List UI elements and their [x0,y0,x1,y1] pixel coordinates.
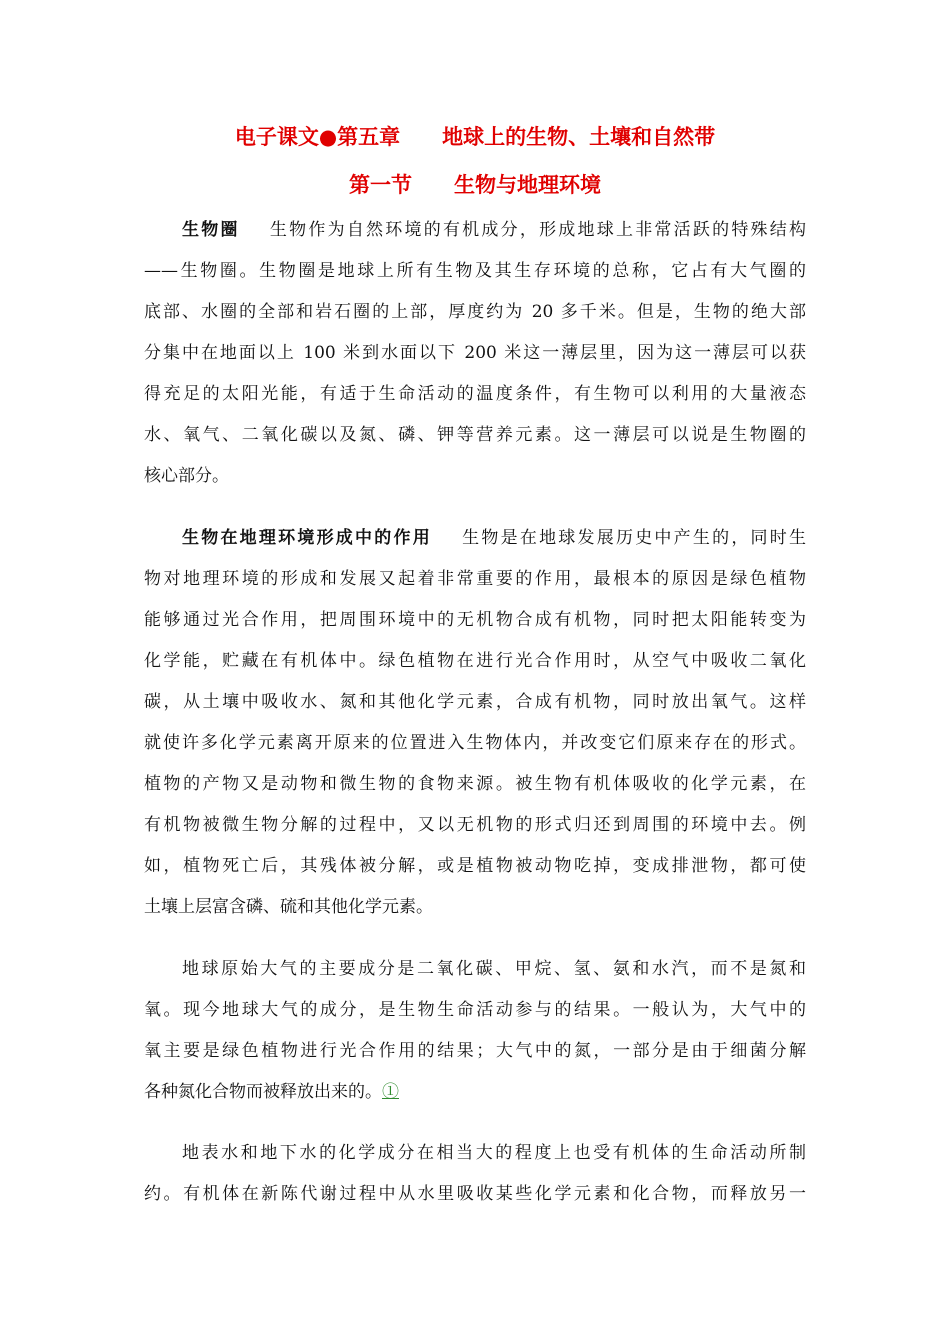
paragraph-atmosphere [144,949,806,1113]
paragraph-line: 地球原始大气的主要成分是二氧化碳、甲烷、氢、氨和水汽，而不是氮和 [182,959,806,979]
paragraph-line: 能够通过光合作用，把周围环境中的无机物合成有机物，同时把太阳能转变为 [144,610,806,630]
paragraph-line: 水、氧气、二氧化碳以及氮、磷、钾等营养元素。这一薄层可以说是生物圈的 [144,425,806,445]
paragraph-line: 土壤上层富含磷、硫和其他化学元素。 [144,897,433,917]
paragraph-line: 生物在地理环境形成中的作用 生物是在地球发展历史中产生的，同时生 [182,528,807,548]
footnote-link[interactable]: ① [382,1082,399,1102]
paragraph-line: 就使许多化学元素离开原来的位置进入生物体内，并改变它们原来存在的形式。 [144,733,806,753]
paragraph-line: 底部、水圈的全部和岩石圈的上部，厚度约为 20 多千米。但是，生物的绝大部 [144,302,806,322]
paragraph-line: 植物的产物又是动物和微生物的食物来源。被生物有机体吸收的化学元素，在 [144,774,806,794]
paragraph-line: 物对地理环境的形成和发展又起着非常重要的作用，最根本的原因是绿色植物 [144,569,806,589]
paragraph-role-of-organisms [144,518,806,928]
paragraph-line: 有机物被微生物分解的过程中，又以无机物的形式归还到周围的环境中去。例 [144,815,806,835]
paragraph-line: 氧主要是绿色植物进行光合作用的结果；大气中的氮，一部分是由于细菌分解 [144,1041,806,1061]
paragraph-heading: 生物圈 [182,220,240,240]
paragraph-line: ——生物圈。生物圈是地球上所有生物及其生存环境的总称，它占有大气圈的 [144,261,806,281]
paragraph-line: 如，植物死亡后，其残体被分解，或是植物被动物吃掉，变成排泄物，都可使 [144,856,806,876]
paragraph-heading: 生物在地理环境形成中的作用 [182,528,432,548]
chapter-title: 电子课文●第五章 地球上的生物、土壤和自然带 [234,125,716,149]
paragraph-line: 化学能，贮藏在有机体中。绿色植物在进行光合作用时，从空气中吸收二氧化 [144,651,806,671]
paragraph-water [144,1133,806,1215]
paragraph-line: 地表水和地下水的化学成分在相当大的程度上也受有机体的生命活动所制 [182,1143,806,1163]
section-title: 第一节 生物与地理环境 [349,173,601,197]
paragraph-line: 各种氮化合物而被释放出来的。① [144,1082,399,1102]
paragraph-line: 得充足的太阳光能，有适于生命活动的温度条件，有生物可以利用的大量液态 [144,384,806,404]
paragraph-line: 生物圈 生物作为自然环境的有机成分，形成地球上非常活跃的特殊结构 [182,220,807,240]
paragraph-line: 氧。现今地球大气的成分，是生物生命活动参与的结果。一般认为，大气中的 [144,1000,806,1020]
paragraph-line: 约。有机体在新陈代谢过程中从水里吸收某些化学元素和化合物，而释放另一 [144,1184,806,1204]
paragraph-line: 核心部分。 [144,466,229,486]
paragraph-line: 分集中在地面以上 100 米到水面以下 200 米这一薄层里，因为这一薄层可以获 [144,343,806,363]
paragraph-line: 碳，从土壤中吸收水、氮和其他化学元素，合成有机物，同时放出氧气。这样 [144,692,806,712]
paragraph-biosphere [144,210,806,497]
